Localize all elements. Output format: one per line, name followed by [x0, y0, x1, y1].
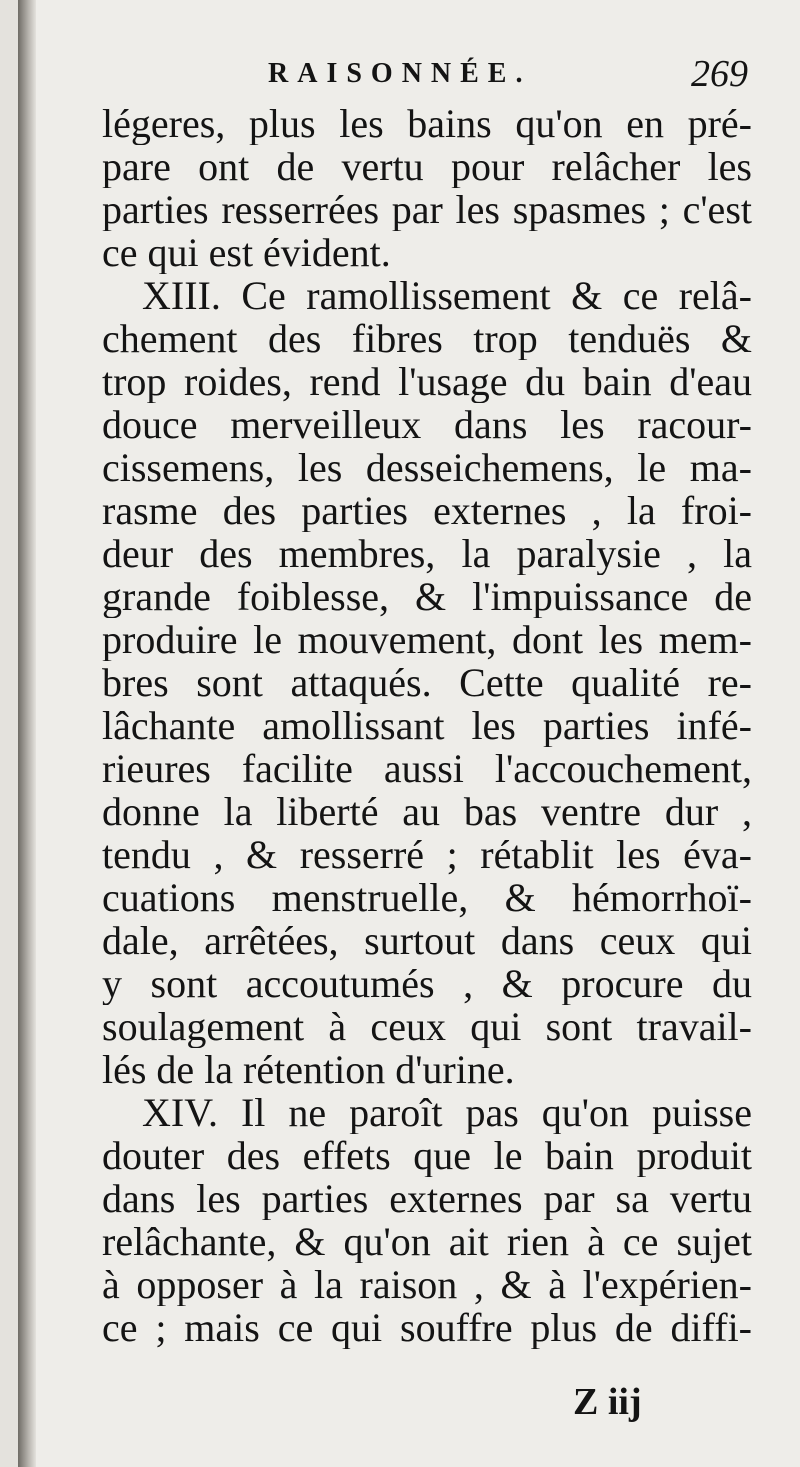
page-header	[108, 53, 748, 104]
text-line: relâchante, & qu'on ait rien à ce sujet	[102, 1220, 752, 1263]
text-line: cuations menstruelle, & hémorrhoï-	[102, 876, 752, 919]
text-line: deur des membres, la paralysie , la	[102, 532, 752, 575]
text-line: légeres, plus les bains qu'on en pré-	[102, 102, 752, 145]
text-line: douter des effets que le bain produit	[102, 1134, 752, 1177]
text-line: dans les parties externes par sa vertu	[102, 1177, 752, 1220]
text-line: XIII. Ce ramollissement & ce relâ-	[142, 274, 752, 317]
text-line: donne la liberté au bas ventre dur ,	[102, 790, 752, 833]
text-line: grande foiblesse, & l'impuissance de	[102, 575, 752, 618]
book-page	[18, 0, 800, 1467]
text-line: tendu , & resserré ; rétablit les éva-	[102, 833, 752, 876]
text-line: à opposer à la raison , & à l'expérien-	[102, 1263, 752, 1306]
body-text	[102, 102, 752, 1349]
text-line: rieures facilite aussi l'accouchement,	[102, 747, 752, 790]
text-line: cissemens, les desseichemens, le ma-	[102, 446, 752, 489]
text-line: douce merveilleux dans les racour-	[102, 403, 752, 446]
text-line: chement des fibres trop tenduës &	[102, 317, 752, 360]
text-line: parties resserrées par les spasmes ; c'est	[102, 188, 752, 231]
text-line: ce qui est évident.	[102, 231, 391, 274]
text-line: ce ; mais ce qui souffre plus de diffi-	[102, 1306, 752, 1349]
signature-mark: Z iij	[573, 1381, 642, 1423]
page-number: 269	[691, 53, 748, 95]
running-title: RAISONNÉE.	[268, 58, 532, 89]
text-line: pare ont de vertu pour relâcher les	[102, 145, 752, 188]
page-binding-edge	[18, 0, 36, 1467]
text-line: dale, arrêtées, surtout dans ceux qui	[102, 919, 752, 962]
text-line: lés de la rétention d'urine.	[102, 1048, 515, 1091]
text-line: produire le mouvement, dont les mem-	[102, 618, 752, 661]
text-line: bres sont attaqués. Cette qualité re-	[102, 661, 752, 704]
text-line: rasme des parties externes , la froi-	[102, 489, 752, 532]
text-line: XIV. Il ne paroît pas qu'on puisse	[142, 1091, 752, 1134]
text-line: trop roides, rend l'usage du bain d'eau	[102, 360, 752, 403]
text-line: y sont accoutumés , & procure du	[102, 962, 752, 1005]
text-line: lâchante amollissant les parties infé-	[102, 704, 752, 747]
text-line: soulagement à ceux qui sont travail-	[102, 1005, 752, 1048]
